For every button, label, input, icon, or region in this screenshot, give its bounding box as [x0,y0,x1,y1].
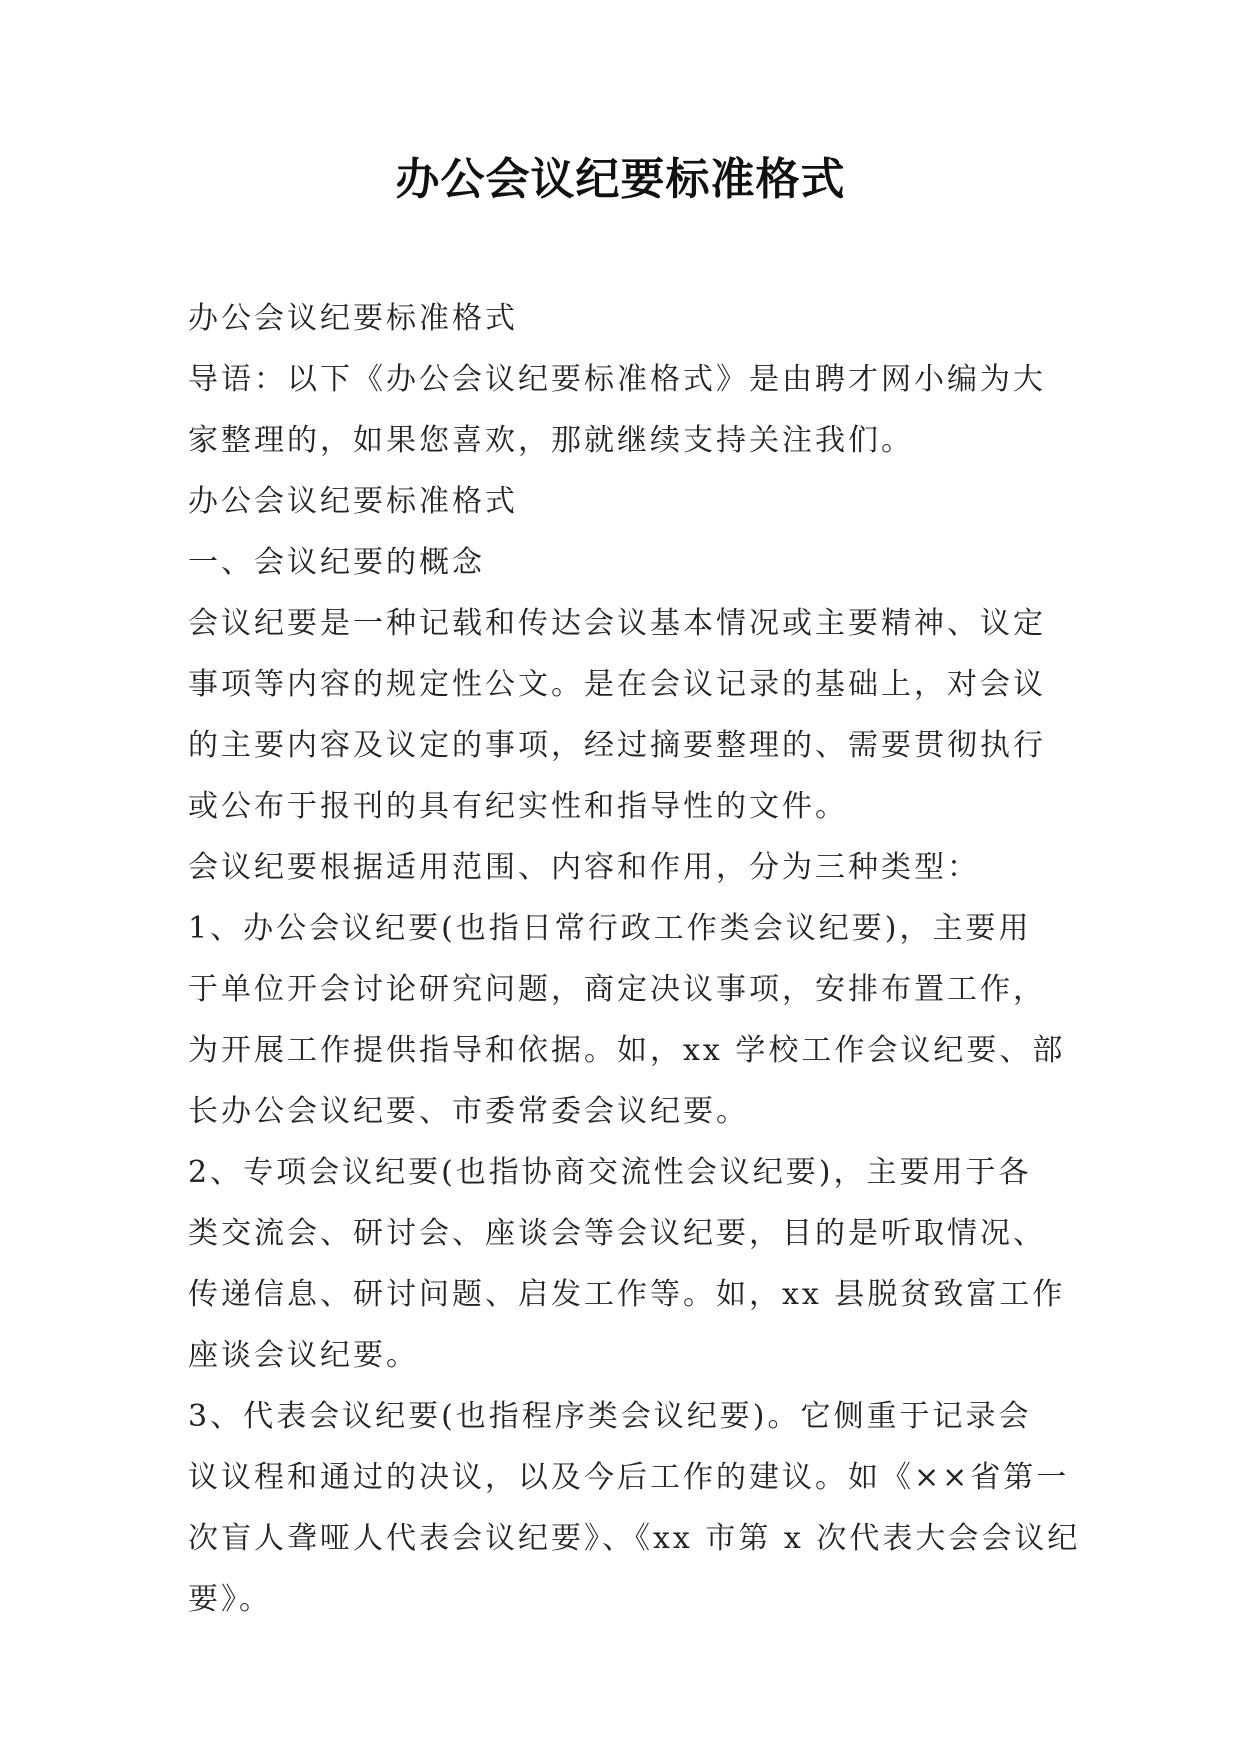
body-line: 1、办公会议纪要(也指日常行政工作类会议纪要)，主要用 [188,911,1032,946]
body-line: 或公布于报刊的具有纪实性和指导性的文件。 [188,789,848,824]
body-line: 2、专项会议纪要(也指协商交流性会议纪要)，主要用于各 [188,1155,1032,1190]
body-line: 会议纪要是一种记载和传达会议基本情况或主要精神、议定 [188,606,1046,641]
body-line: 次盲人聋哑人代表会议纪要》、《xx 市第 x 次代表大会会议纪 [188,1521,1081,1556]
body-line: 会议纪要根据适用范围、内容和作用，分为三种类型： [188,850,980,885]
body-line: 的主要内容及议定的事项，经过摘要整理的、需要贯彻执行 [188,728,1046,763]
body-line: 为开展工作提供指导和依据。如，xx 学校工作会议纪要、部 [188,1033,1066,1068]
body-line: 办公会议纪要标准格式 [188,484,518,519]
body-line: 办公会议纪要标准格式 [188,301,518,336]
document-title: 办公会议纪要标准格式 [395,154,846,205]
body-line: 事项等内容的规定性公文。是在会议记录的基础上，对会议 [188,667,1046,702]
document-body [188,288,1081,1630]
body-line: 一、会议纪要的概念 [188,545,485,580]
body-line: 家整理的，如果您喜欢，那就继续支持关注我们。 [188,423,914,458]
body-line: 导语：以下《办公会议纪要标准格式》是由聘才网小编为大 [188,362,1046,397]
body-line: 传递信息、研讨问题、启发工作等。如，xx 县脱贫致富工作 [188,1277,1066,1312]
body-line: 类交流会、研讨会、座谈会等会议纪要，目的是听取情况、 [188,1216,1046,1251]
body-line: 3、代表会议纪要(也指程序类会议纪要)。它侧重于记录会 [188,1399,1032,1434]
body-line: 座谈会议纪要。 [188,1338,419,1373]
body-line: 长办公会议纪要、市委常委会议纪要。 [188,1094,749,1129]
body-line: 要》。 [188,1582,272,1617]
body-line: 于单位开会讨论研究问题，商定决议事项，安排布置工作， [188,972,1046,1007]
body-line: 议议程和通过的决议，以及今后工作的建议。如《××省第一 [188,1460,1070,1495]
